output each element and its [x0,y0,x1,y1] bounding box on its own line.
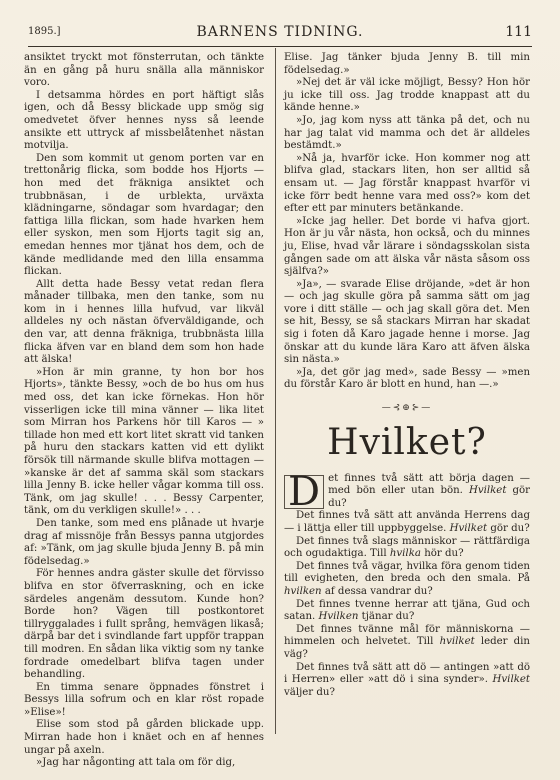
drop-cap: D [284,475,324,509]
section-paragraph: D et finnes två sätt att börja dagen — med bön eller utan bön. Hvilket gör du? [284,473,530,511]
header-year: 1895.] [28,26,61,37]
section-paragraph: Det finnes två vägar, hvilka föra genom tiden till evigheten, den breda och den smala. På hvilken af dessa vandrar du? [284,560,530,597]
section-title: Hvilket? [327,421,487,463]
paragraph: Elise. Jag tänker bjuda Jenny B. till min födelsedag.» [284,52,530,76]
header-title: BARNENS TIDNING. [196,24,364,40]
section-paragraph: Det finnes tvänne mål för människorna — himmelen och helvetet. Till hvilket leder din väg? [284,623,530,660]
paragraph: »Hon är min granne, ty hon bor hos Hjorts», tänkte Bessy, »och de bo hus om hus med oss, det kan icke förnekas. Hon hör visserligen icke till mina vänner — lika litet som Mirran hos Parkens hör till Karos — » tillade hon med ett kort litet skratt vid tanken på huru den stackars katten vid ett dylikt försök till närmande skulle blifva mottagen — »kanske är det af samma skäl som stackars lilla Jenny B. icke heller vågar komma till oss. Tänk, om jag skulle! . . . Bessy Carpenter, tänk, om du verkligen skulle!» . . . [24,366,264,517]
right-column [284,52,530,699]
paragraph: Den tanke, som med ens plånade ut hvarje drag af missnöje från Bessys panna utgjordes af: »Tänk, om jag skulle bjuda Jenny B. på min födelsedag.» [24,517,264,567]
paragraph: »Jag har någonting att tala om för dig, [36,757,236,769]
paragraph: »Ja», — svarade Elise dröjande, »det är hon — och jag skulle göra på samma sätt om jag vore i ditt ställe — och jag skall göra det. Men se hit, Bessy, se så stackars Mirran har skadat sig i foten då Karo jagade henne i morse. Jag önskar att du kunde lära Karo att äfven älska sin nästa.» [284,278,530,366]
paragraph: ansiktet tryckt mot fönsterrutan, och tänkte än en gång på huru snälla alla människor voro. [24,52,264,89]
paragraph: »Jo, jag kom nyss att tänka på det, och nu har jag talat vid mamma och det är alldeles bestämdt.» [284,114,530,152]
paragraph: »Ja, det gör jag med», sade Bessy — »men du förstår Karo är blott en hund, han —.» [284,366,530,391]
paragraph: Elise som stod på gården blickade upp. Mirran hade hon i knäet och en af hennes ungar på axeln. [24,719,264,756]
paragraph: »Icke jag heller. Det borde vi hafva gjort. Hon är ju vår nästa, hon också, och du minnes ju, Elise, hvad vår lärare i söndagsskolan sista gången sade om att älska vår nästa såsom oss själfva?» [284,215,530,278]
left-column [24,52,264,770]
paragraph: »Nå ja, hvarför icke. Hon kommer nog att blifva glad, stackars liten, hon ser alltid så ensam ut. — Jag förstår knappast hvarför vi icke förr bedt henne vara med oss?» kom det efter ett par minuters betänkande. [284,152,530,215]
page-number: 111 [505,24,532,40]
paragraph: En timma senare öppnades fönstret i Bessys lilla sofrum och en klar röst ropade »Elise»! [24,681,264,718]
paragraph: Den som kommit ut genom porten var en trettonårig flicka, som bodde hos Hjorts — hon med det fräkniga ansiktet och trubbnäsan, i de urblekta, urväxta klädningarne, söndagar som hvardagar; den fattiga lilla flickan, som hade hvarken hem eller syskon, men som Hjorts tagit sig an, emedan hennes mor tjänat hos dem, och de kände medlidande med den lilla ensamma flickan. [24,152,264,278]
paragraph: I detsamma hördes en port häftigt slås igen, och då Bessy blickade upp smög sig omedvetet öfver hennes nyss så leende ansikte ett uttryck af missbelåtenhet nästan motvilja. [24,89,264,152]
section-paragraph: Det finnes två slags människor — rättfärdiga och ogudaktiga. Till hvilka hör du? [284,535,530,560]
section-divider-ornament: —⊰⊕⊱— [381,403,433,414]
page-header [28,24,532,47]
section-paragraph: Det finnes två sätt att dö — antingen »att dö i Herren» eller »att dö i sina synder». Hvilket väljer du? [284,661,530,698]
paragraph: »Nej det är väl icke möjligt, Bessy? Hon hör ju icke till oss. Jag trodde knappast att du kände henne.» [284,77,530,114]
section-body [284,468,531,700]
section-paragraph: Det finnes tvenne herrar att tjäna, Gud och satan. Hvilken tjänar du? [284,598,530,623]
paragraph: Allt detta hade Bessy vetat redan flera månader tillbaka, men den tanke, som nu kom in i hennes lilla hufvud, var likväl alldeles ny och nästan öfverväldigande, och den var, att denna fräkniga, trubbnästa lilla flicka äfven var en bland dem som hon hade att älska! [24,278,264,366]
section-paragraph: Det finnes två sätt att använda Herrens dag — i lättja eller till uppbyggelse. Hvilket gör du? [284,510,530,534]
paragraph: För hennes andra gäster skulle det förvisso blifva en stor öfverraskning, och en icke särdeles angenäm dessutom. Kunde hon? Borde hon? Vägen till postkontoret tillryggalades i fullt språng, hemvägen likaså; därpå bar det i svindlande fart uppför trappan till modren. En sådan lika viktig som ny tanke fordrade omedelbart blifva tagen under behandling. [24,568,264,681]
